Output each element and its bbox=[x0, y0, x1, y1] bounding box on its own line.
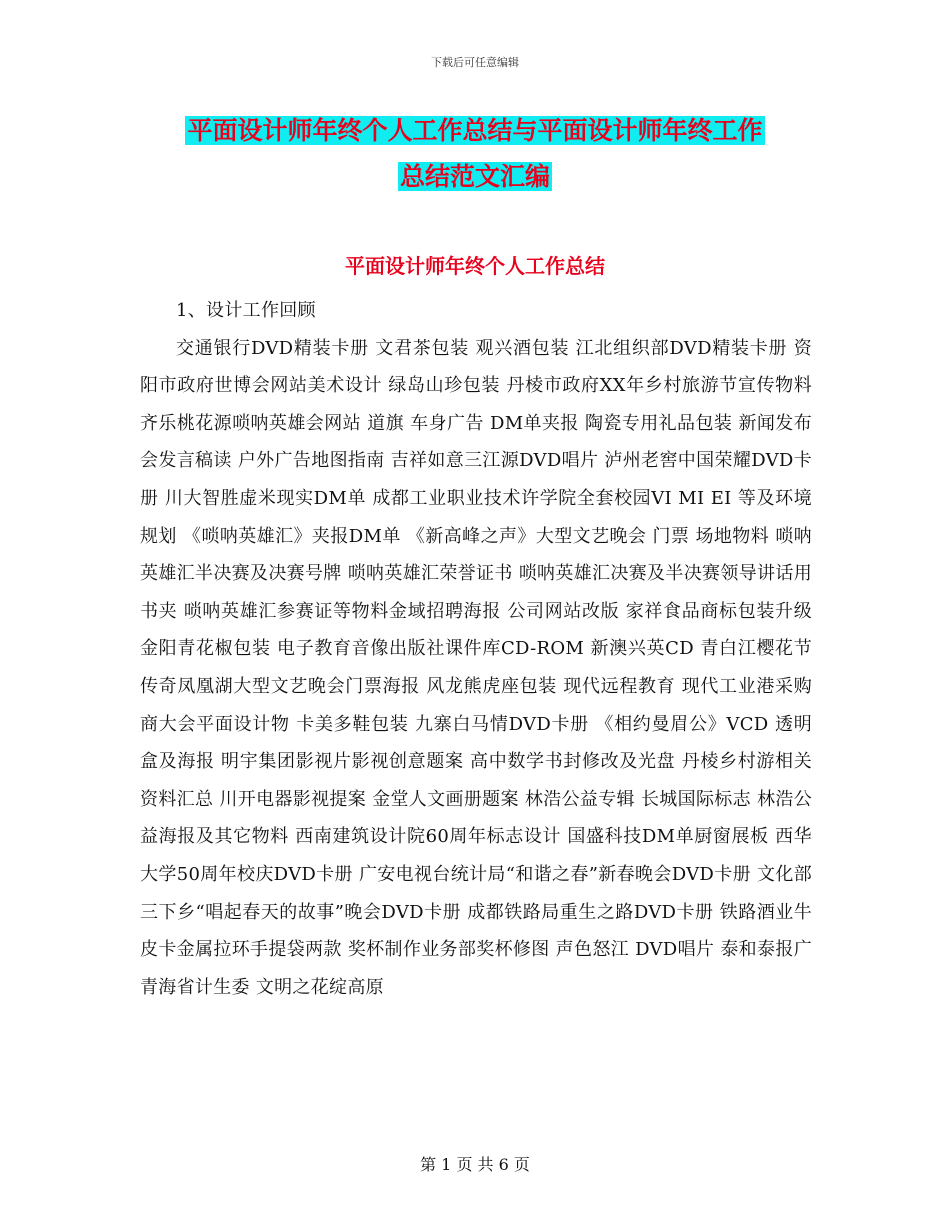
section-subheading: 1、设计工作回顾 bbox=[176, 300, 316, 321]
body-content bbox=[140, 292, 812, 1006]
body-paragraph: 交通银行DVD精装卡册 文君茶包装 观兴酒包装 江北组织部DVD精装卡册 资阳市政府世博会网站美术设计 绿岛山珍包装 丹棱市政府XX年乡村旅游节宣传物料 齐乐桃花源唢呐英雄会网站 道旗 车身广告 DM单夹报 陶瓷专用礼品包装 新闻发布会发言稿读 户外广告地图指南 吉祥如意三江源DVD唱片 泸州老窖中国荣耀DVD卡册 川大智胜虚米现实DM单 成都工业职业技术许学院全套校园VI MI EI 等及环境规划 《唢呐英雄汇》夹报DM单 《新高峰之声》大型文艺晚会 门票 场地物料 唢呐英雄汇半决赛及决赛号牌 唢呐英雄汇荣誉证书 唢呐英雄汇决赛及半决赛领导讲话用书夹 唢呐英雄汇参赛证等物料金域招聘海报 公司网站改版 家祥食品商标包装升级 金阳青花椒包装 电子教育音像出版社课件库CD-ROM 新澳兴英CD 青白江樱花节 传奇凤凰湖大型文艺晚会门票海报 风龙熊虎座包装 现代远程教育 现代工业港采购商大会平面设计物 卡美多鞋包装 九寨白马情DVD卡册 《相约曼眉公》VCD 透明盒及海报 明宇集团影视片影视创意题案 高中数学书封修改及光盘 丹棱乡村游相关资料汇总 川开电器影视提案 金堂人文画册题案 林浩公益专辑 长城国际标志 林浩公益海报及其它物料 西南建筑设计院60周年标志设计 国盛科技DM单厨窗展板 西华大学50周年校庆DVD卡册 广安电视台统计局“和谐之春”新春晚会DVD卡册 文化部三下乡“唱起春天的故事”晚会DVD卡册 成都铁路局重生之路DVD卡册 铁路酒业牛皮卡金属拉环手提袋两款 奖杯制作业务部奖杯修图 声色怒江 DVD唱片 泰和泰报广 青海省计生委 文明之花绽高原 bbox=[140, 337, 812, 998]
page-footer: 第 1 页 共 6 页 bbox=[420, 1155, 530, 1174]
section-heading: 平面设计师年终个人工作总结 bbox=[345, 254, 605, 278]
page-header-note: 下载后可任意编辑 bbox=[431, 56, 519, 69]
document-title bbox=[0, 108, 950, 200]
title-line-2: 总结范文汇编 bbox=[399, 162, 550, 191]
title-line-1: 平面设计师年终个人工作总结与平面设计师年终工作 bbox=[187, 116, 763, 145]
